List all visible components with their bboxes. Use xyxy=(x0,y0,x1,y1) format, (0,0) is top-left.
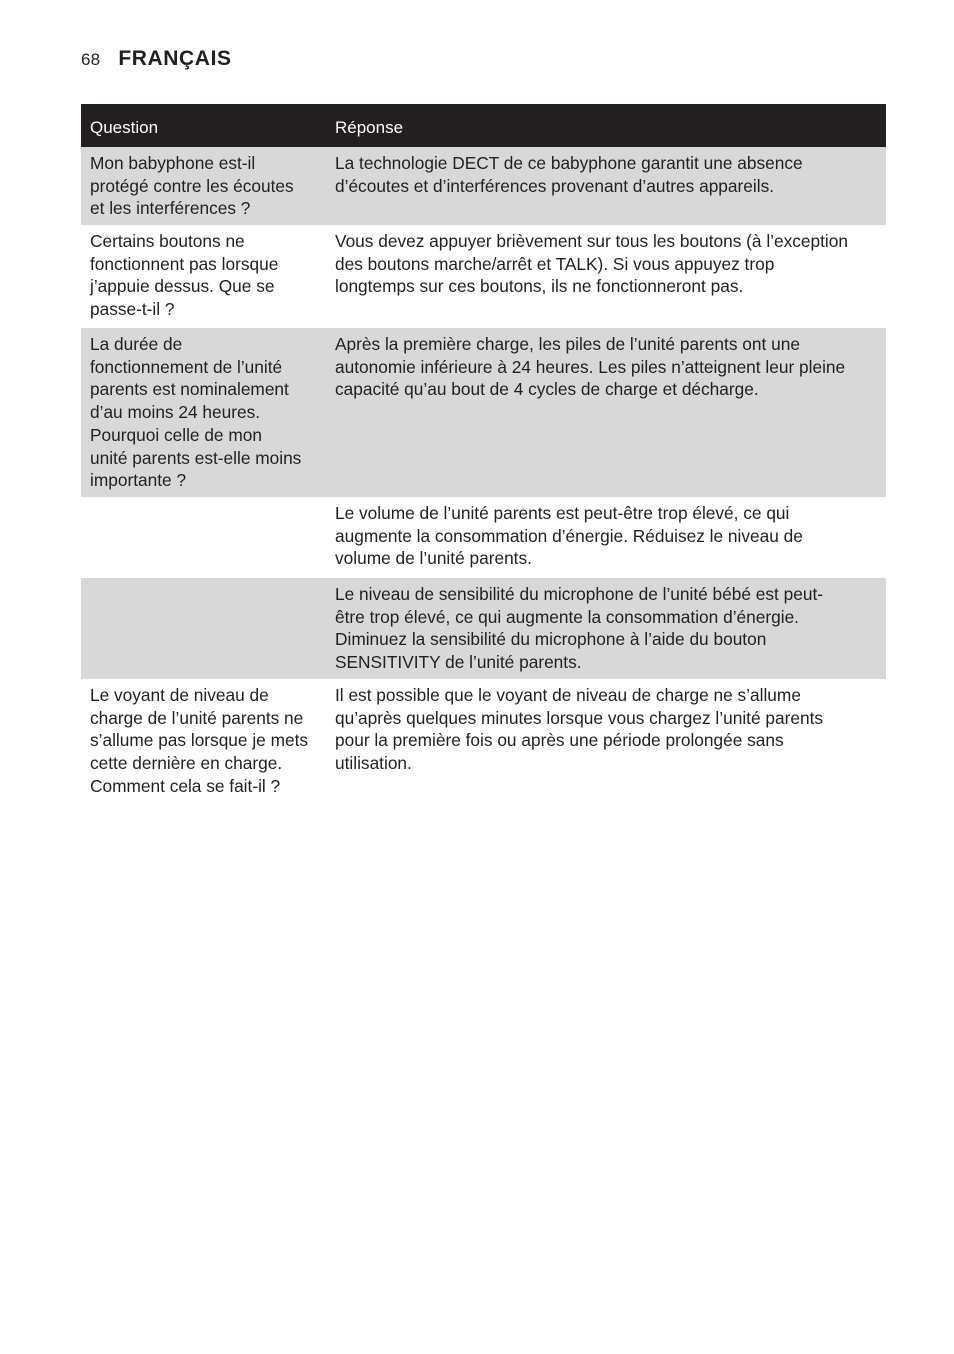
table-row xyxy=(81,147,886,225)
question-line: Mon babyphone est-il xyxy=(90,153,256,173)
page-header xyxy=(81,47,232,75)
section-language-title: FRANÇAIS xyxy=(118,47,232,70)
question-line: j’appuie dessus. Que se xyxy=(90,276,275,297)
question-line: fonctionnent pas lorsque xyxy=(90,253,279,274)
question-line: Le voyant de niveau de xyxy=(90,685,269,705)
question-line: La durée de xyxy=(90,334,183,354)
question-line: unité parents est-elle moins xyxy=(90,447,302,468)
question-cell xyxy=(81,147,327,225)
answer-line: pour la première fois ou après une période prolongée sans xyxy=(335,730,784,751)
answer-line: Après la première charge, les piles de l’unité parents ont une xyxy=(335,334,800,354)
table-row xyxy=(81,578,886,679)
answer-line: autonomie inférieure à 24 heures. Les piles n’atteignent leur pleine xyxy=(335,356,846,377)
table-header-row xyxy=(81,104,886,147)
question-line: Certains boutons ne xyxy=(90,231,245,251)
question-line: d’au moins 24 heures. xyxy=(90,402,261,423)
troubleshooting-table xyxy=(81,104,886,804)
question-cell-empty xyxy=(81,578,327,679)
question-line: et les interférences ? xyxy=(90,198,251,219)
question-line: passe-t-il ? xyxy=(90,299,175,320)
answer-line: capacité qu’au bout de 4 cycles de charge et décharge. xyxy=(335,379,759,400)
table-row xyxy=(81,679,886,804)
column-header-answer: Réponse xyxy=(335,117,404,137)
question-cell-empty xyxy=(81,497,327,578)
answer-cell xyxy=(327,328,886,497)
answer-cell xyxy=(327,147,886,225)
question-cell xyxy=(81,225,327,328)
answer-line: volume de l’unité parents. xyxy=(335,548,532,569)
question-line: Comment cela se fait-il ? xyxy=(90,775,281,796)
answer-line: SENSITIVITY de l’unité parents. xyxy=(335,652,582,673)
question-line: importante ? xyxy=(90,470,187,491)
table-row xyxy=(81,328,886,497)
question-line: s’allume pas lorsque je mets xyxy=(90,730,309,751)
question-cell xyxy=(81,679,327,804)
answer-line: Le volume de l’unité parents est peut-être trop élevé, ce qui xyxy=(335,503,790,523)
answer-line: La technologie DECT de ce babyphone garantit une absence xyxy=(335,153,803,173)
question-cell xyxy=(81,328,327,497)
question-line: fonctionnement de l’unité xyxy=(90,356,283,377)
answer-line: Le niveau de sensibilité du microphone de l’unité bébé est peut- xyxy=(335,584,824,604)
answer-cell xyxy=(327,578,886,679)
answer-cell xyxy=(327,679,886,804)
column-header-question: Question xyxy=(90,117,159,137)
answer-line: qu’après quelques minutes lorsque vous chargez l’unité parents xyxy=(335,707,824,728)
table-row xyxy=(81,225,886,328)
table-row xyxy=(81,497,886,578)
answer-line: être trop élevé, ce qui augmente la consommation d’énergie. xyxy=(335,606,799,627)
answer-cell xyxy=(327,225,886,328)
answer-line: Diminuez la sensibilité du microphone à l’aide du bouton xyxy=(335,629,767,650)
answer-line: utilisation. xyxy=(335,753,412,774)
answer-line: Il est possible que le voyant de niveau de charge ne s’allume xyxy=(335,685,801,705)
question-line: Pourquoi celle de mon xyxy=(90,424,262,445)
answer-line: longtemps sur ces boutons, ils ne fonctionneront pas. xyxy=(335,276,744,297)
question-line: charge de l’unité parents ne xyxy=(90,707,304,728)
question-line: parents est nominalement xyxy=(90,379,289,400)
page-number: 68 xyxy=(81,50,101,69)
answer-line: Vous devez appuyer brièvement sur tous les boutons (à l’exception xyxy=(335,231,848,251)
question-line: cette dernière en charge. xyxy=(90,753,283,774)
answer-line: augmente la consommation d’énergie. Réduisez le niveau de xyxy=(335,525,803,546)
answer-line: d’écoutes et d’interférences provenant d’autres appareils. xyxy=(335,175,775,196)
question-line: protégé contre les écoutes xyxy=(90,175,294,196)
answer-cell xyxy=(327,497,886,578)
answer-line: des boutons marche/arrêt et TALK). Si vous appuyez trop xyxy=(335,253,775,274)
